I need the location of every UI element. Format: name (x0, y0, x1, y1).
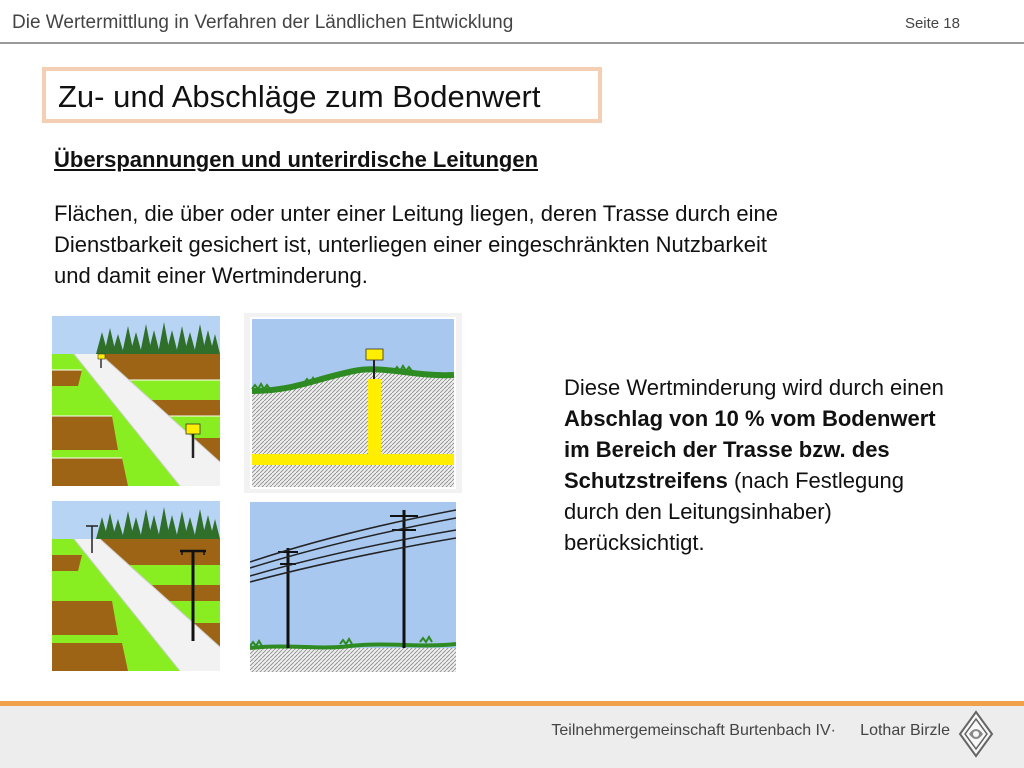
emblem-logo-icon (958, 710, 994, 758)
slide-title-box (42, 67, 602, 123)
header-divider (0, 42, 1024, 44)
footer-organization: Teilnehmergemeinschaft Burtenbach IV· (551, 722, 836, 739)
field-powerline-illustration (52, 501, 220, 671)
intro-paragraph (54, 198, 934, 291)
underground-pipe-crosssection (244, 313, 462, 493)
intro-line-1: Flächen, die über oder unter einer Leitung liegen, deren Trasse durch eine (54, 201, 779, 226)
explanation-paragraph (564, 372, 964, 558)
explanation-text-part2: (nach Festlegung durch den Leitungsinhaber) berücksichtigt. (564, 468, 904, 555)
presentation-title: Die Wertermittlung in Verfahren der Ländlichen Entwicklung (12, 12, 514, 33)
explanation-text-part1: Diese Wertminderung wird durch einen (564, 375, 944, 400)
slide-title: Zu- und Abschläge zum Bodenwert (58, 79, 541, 114)
footer-author: Lothar Birzle (860, 722, 950, 739)
intro-line-3: und damit einer Wertminderung. (54, 263, 368, 288)
field-pipeline-illustration (52, 316, 220, 486)
section-heading: Überspannungen und unterirdische Leitungen (54, 147, 539, 172)
intro-line-2: Dienstbarkeit gesichert ist, unterliegen einer eingeschränkten Nutzbarkeit (54, 232, 767, 257)
explanation-text-bold: Abschlag von 10 % vom Bodenwert im Bereich der Trasse bzw. des Schutzstreifens (564, 406, 936, 493)
overhead-powerline-illustration (250, 502, 456, 672)
page-number: Seite 18 (904, 15, 960, 32)
